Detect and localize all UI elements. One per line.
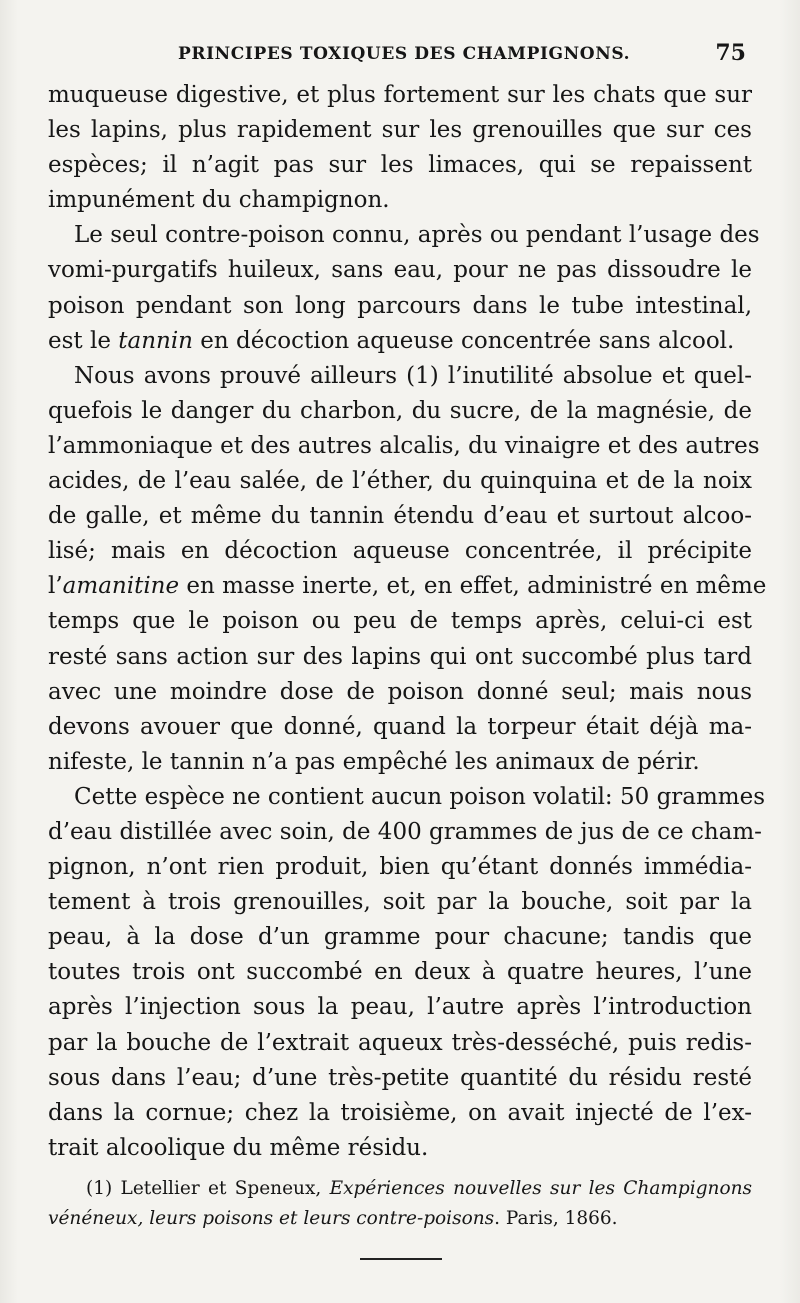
text-line: l’ammoniaque et des autres alcalis, du vinaigre et des autres	[48, 432, 760, 459]
footnote-line: (1) Letellier et Speneux, Expériences nouvelles sur les Champignons	[86, 1178, 752, 1199]
text-line: trait alcoolique du même résidu.	[48, 1134, 429, 1161]
page-number: 75	[715, 40, 746, 66]
text-line: de galle, et même du tannin étendu d’eau et surtout alcoo-	[48, 503, 752, 530]
text-line: Le seul contre-poison connu, après ou pendant l’usage des	[74, 222, 760, 249]
text-line: peau, à la dose d’un gramme pour chacune; tandis que	[48, 924, 752, 951]
text-line: après l’injection sous la peau, l’autre après l’introduction	[48, 994, 752, 1021]
footnote-end-rule	[360, 1258, 442, 1260]
paragraph	[48, 780, 766, 1166]
text-line: vomi-purgatifs huileux, sans eau, pour ne pas dissoudre le	[48, 257, 752, 284]
text-line: sous dans l’eau; d’une très-petite quantité du résidu resté	[48, 1064, 752, 1091]
text-line: l’amanitine en masse inerte, et, en effet, administré en même	[48, 573, 767, 600]
running-title: PRINCIPES TOXIQUES DES CHAMPIGNONS.	[178, 44, 631, 64]
text-line: est le tannin en décoction aqueuse concentrée sans alcool.	[48, 327, 735, 354]
text-line: quefois le danger du charbon, du sucre, de la magnésie, de	[48, 397, 752, 424]
paragraph	[48, 218, 760, 358]
text-line: Cette espèce ne contient aucun poison volatil: 50 grammes	[74, 783, 766, 810]
running-head	[48, 40, 748, 70]
text-line: par la bouche de l’extrait aqueux très-desséché, puis redis-	[48, 1029, 752, 1056]
text-line: resté sans action sur des lapins qui ont succombé plus tard	[48, 643, 752, 670]
text-line: acides, de l’eau salée, de l’éther, du quinquina et de la noix	[48, 468, 752, 495]
footnote-line: vénéneux, leurs poisons et leurs contre-poisons. Paris, 1866.	[48, 1208, 618, 1229]
text-line: espèces; il n’agit pas sur les limaces, qui se repaissent	[48, 152, 752, 179]
text-line: d’eau distillée avec soin, de 400 grammes de jus de ce cham-	[48, 818, 762, 845]
text-line: devons avouer que donné, quand la torpeur était déjà ma-	[48, 713, 752, 740]
text-line: dans la cornue; chez la troisième, on avait injecté de l’ex-	[48, 1099, 752, 1126]
text-line: temps que le poison ou peu de temps après, celui-ci est	[48, 608, 752, 635]
text-line: Nous avons prouvé ailleurs (1) l’inutilité absolue et quel-	[74, 362, 752, 389]
text-line: toutes trois ont succombé en deux à quatre heures, l’une	[48, 959, 752, 986]
text-line: impunément du champignon.	[48, 187, 390, 214]
footnote	[48, 1174, 752, 1234]
text-line: avec une moindre dose de poison donné seul; mais nous	[48, 678, 752, 705]
text-line: poison pendant son long parcours dans le tube intestinal,	[48, 292, 752, 319]
text-line: tement à trois grenouilles, soit par la bouche, soit par la	[48, 889, 752, 916]
text-line: les lapins, plus rapidement sur les grenouilles que sur ces	[48, 117, 752, 144]
body-text	[48, 78, 767, 1166]
text-line: pignon, n’ont rien produit, bien qu’étant donnés immédia-	[48, 854, 752, 881]
paragraph	[48, 359, 767, 780]
text-line: nifeste, le tannin n’a pas empêché les animaux de périr.	[48, 748, 700, 775]
paragraph	[48, 78, 752, 218]
text-line: lisé; mais en décoction aqueuse concentrée, il précipite	[48, 538, 752, 565]
text-line: muqueuse digestive, et plus fortement sur les chats que sur	[48, 82, 752, 108]
